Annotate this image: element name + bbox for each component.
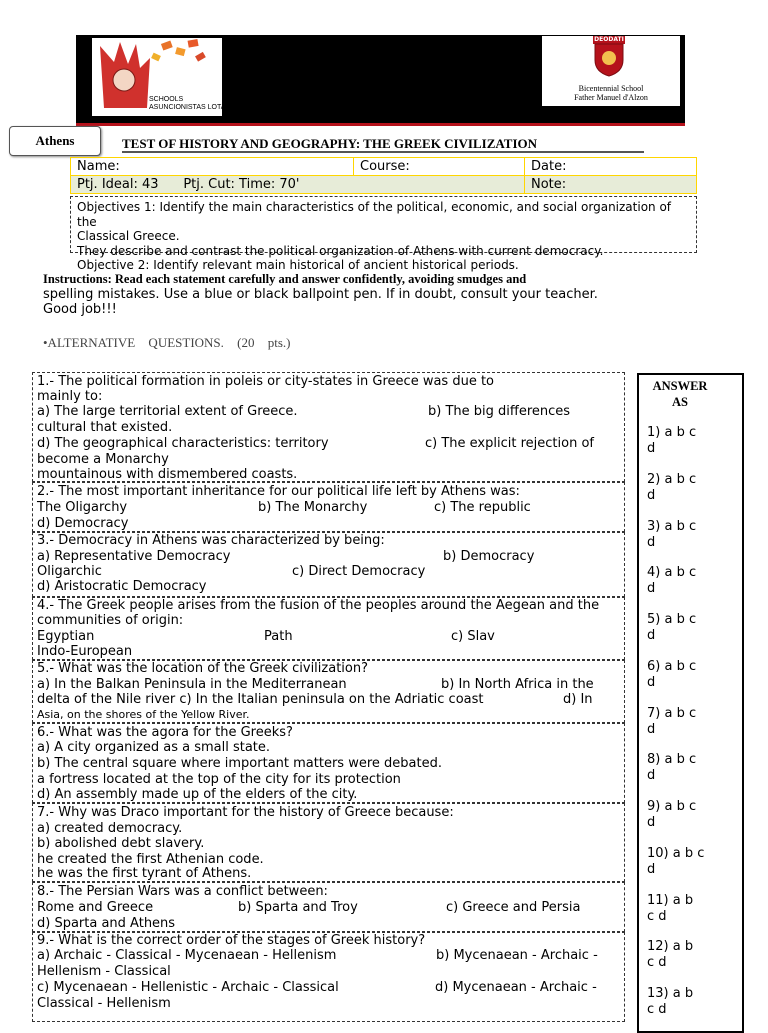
- option-d[interactable]: d) An assembly made up of the elders of the city.: [37, 787, 358, 802]
- option-d[interactable]: d) Mycenaean - Archaic -: [435, 980, 597, 995]
- option-text: cultural that existed.: [37, 420, 173, 435]
- option-d[interactable]: d) Sparta and Athens: [37, 916, 176, 931]
- answer-item-7[interactable]: 7) a b c d: [647, 706, 697, 737]
- option-b[interactable]: b) Democracy: [443, 549, 535, 564]
- option-d[interactable]: d) Democracy: [37, 516, 129, 531]
- instructions-line: Good job!!!: [43, 302, 117, 317]
- left-logo-text: SCHOOLS ASUNCIONISTAS LOTA: [149, 96, 226, 111]
- answer-item-4[interactable]: 4) a b c d: [647, 565, 697, 596]
- option-a[interactable]: a) Archaic - Classical - Mycenaean - Hellenism: [37, 948, 337, 963]
- option-text: Classical - Hellenism: [37, 996, 171, 1011]
- school-logo-right: [542, 36, 680, 106]
- section-title: •ALTERNATIVE QUESTIONS. (20 pts.): [43, 335, 291, 350]
- answer-item-1[interactable]: 1) a b c d: [647, 425, 697, 456]
- objectives-box: [70, 196, 697, 272]
- option-c[interactable]: delta of the Nile river c) In the Italian peninsula on the Adriatic coast: [37, 692, 484, 707]
- question-text: 6.- What was the agora for the Greeks?: [37, 725, 293, 740]
- option-text: Hellenism - Classical: [37, 964, 171, 979]
- option-b[interactable]: b) Mycenaean - Archaic -: [436, 948, 598, 963]
- objective-line: They describe and contrast the political organization of Athens with current democracy.: [77, 243, 604, 258]
- option-a[interactable]: The Oligarchy: [37, 500, 128, 515]
- option-a[interactable]: Egyptian: [37, 629, 95, 644]
- instructions-line: spelling mistakes. Use a blue or black ballpoint pen. If in doubt, consult your teacher.: [43, 287, 598, 302]
- title-underline: [122, 151, 644, 153]
- option-c[interactable]: he created the first Athenian code.: [37, 852, 264, 867]
- note-field[interactable]: Note:: [524, 175, 697, 194]
- option-b[interactable]: Path: [264, 629, 293, 644]
- option-d[interactable]: d) The geographical characteristics: territory: [37, 436, 329, 451]
- option-b[interactable]: b) abolished debt slavery.: [37, 836, 205, 851]
- option-c[interactable]: a fortress located at the top of the city for its protection: [37, 772, 401, 787]
- answer-item-6[interactable]: 6) a b c d: [647, 659, 697, 690]
- question-text: 4.- The Greek people arises from the fusion of the peoples around the Aegean and the: [37, 598, 600, 613]
- option-text: Asia, on the shores of the Yellow River.: [37, 708, 250, 721]
- answer-item-2[interactable]: 2) a b c d: [647, 472, 697, 503]
- date-field[interactable]: Date:: [524, 157, 697, 176]
- course-field[interactable]: Course:: [353, 157, 525, 176]
- answer-item-3[interactable]: 3) a b c d: [647, 519, 697, 550]
- option-c[interactable]: c) Greece and Persia: [446, 900, 581, 915]
- question-text: mainly to:: [37, 389, 103, 404]
- option-d[interactable]: Indo-European: [37, 644, 133, 659]
- answer-item-12[interactable]: 12) a b c d: [647, 939, 694, 970]
- option-a[interactable]: a) A city organized as a small state.: [37, 740, 271, 755]
- header-accent-line: [76, 123, 685, 126]
- option-a[interactable]: a) In the Balkan Peninsula in the Mediterranean: [37, 677, 347, 692]
- option-a[interactable]: a) Representative Democracy: [37, 549, 231, 564]
- option-text: become a Monarchy: [37, 452, 169, 467]
- page-title: TEST OF HISTORY AND GEOGRAPHY: THE GREEK CIVILIZATION: [122, 136, 538, 151]
- option-a[interactable]: a) The large territorial extent of Greece.: [37, 404, 298, 419]
- option-c[interactable]: c) Slav: [451, 629, 495, 644]
- question-text: 7.- Why was Draco important for the history of Greece because:: [37, 805, 454, 820]
- answer-item-10[interactable]: 10) a b c d: [647, 846, 705, 877]
- answer-item-9[interactable]: 9) a b c d: [647, 799, 697, 830]
- school-name-line2: Father Manuel d'Alzon: [574, 93, 648, 102]
- crest-label: DEODATI: [594, 36, 624, 43]
- question-text: 1.- The political formation in poleis or city-states in Greece was due to: [37, 374, 495, 389]
- option-c[interactable]: c) Mycenaean - Hellenistic - Archaic - Classical: [37, 980, 339, 995]
- option-c[interactable]: c) Direct Democracy: [292, 564, 426, 579]
- option-d[interactable]: d) In: [563, 692, 593, 707]
- score-info: Ptj. Ideal: 43 Ptj. Cut: Time: 70': [70, 175, 525, 194]
- answer-item-11[interactable]: 11) a b c d: [647, 893, 694, 924]
- objective-line: Classical Greece.: [77, 229, 180, 243]
- option-a[interactable]: a) created democracy.: [37, 821, 183, 836]
- option-text: Oligarchic: [37, 564, 102, 579]
- option-d[interactable]: d) Aristocratic Democracy: [37, 579, 207, 594]
- instructions: [43, 272, 643, 317]
- option-text: mountainous with dismembered coasts.: [37, 467, 298, 482]
- answer-item-5[interactable]: 5) a b c d: [647, 612, 697, 643]
- objective-line: Objective 2: Identify relevant main historical of ancient historical periods.: [77, 258, 519, 272]
- question-text: 8.- The Persian Wars was a conflict between:: [37, 884, 328, 899]
- answer-title-line: AS: [672, 395, 688, 409]
- answer-title-line: ANSWER: [652, 379, 708, 393]
- option-b[interactable]: b) In North Africa in the: [441, 677, 594, 692]
- option-c[interactable]: c) The explicit rejection of: [425, 436, 594, 451]
- question-text: 9.- What is the correct order of the stages of Greek history?: [37, 933, 426, 948]
- objective-line: Objectives 1: Identify the main characteristics of the political, economic, and social organization of the: [77, 200, 672, 229]
- option-d[interactable]: he was the first tyrant of Athens.: [37, 866, 252, 881]
- school-logo-left: [92, 38, 226, 116]
- school-name-line1: Bicentennial School: [578, 84, 644, 93]
- answer-sheet-title: [640, 378, 720, 410]
- athens-tab: Athens: [9, 126, 101, 156]
- option-a[interactable]: Rome and Greece: [37, 900, 154, 915]
- answer-item-8[interactable]: 8) a b c d: [647, 752, 697, 783]
- option-b[interactable]: b) The big differences: [428, 404, 571, 419]
- option-b[interactable]: b) Sparta and Troy: [238, 900, 358, 915]
- question-text: communities of origin:: [37, 613, 184, 628]
- question-text: 3.- Democracy in Athens was characterized by being:: [37, 533, 385, 548]
- option-b[interactable]: b) The central square where important matters were debated.: [37, 756, 442, 771]
- question-text: 5.- What was the location of the Greek civilization?: [37, 661, 368, 676]
- option-b[interactable]: b) The Monarchy: [258, 500, 368, 515]
- option-c[interactable]: c) The republic: [434, 500, 531, 515]
- name-field[interactable]: Name:: [70, 157, 354, 176]
- answer-item-13[interactable]: 13) a b c d: [647, 986, 694, 1017]
- instructions-bold: Instructions: Read each statement carefully and answer confidently, avoiding smudges and: [43, 272, 527, 286]
- question-text: 2.- The most important inheritance for our political life left by Athens was:: [37, 484, 520, 499]
